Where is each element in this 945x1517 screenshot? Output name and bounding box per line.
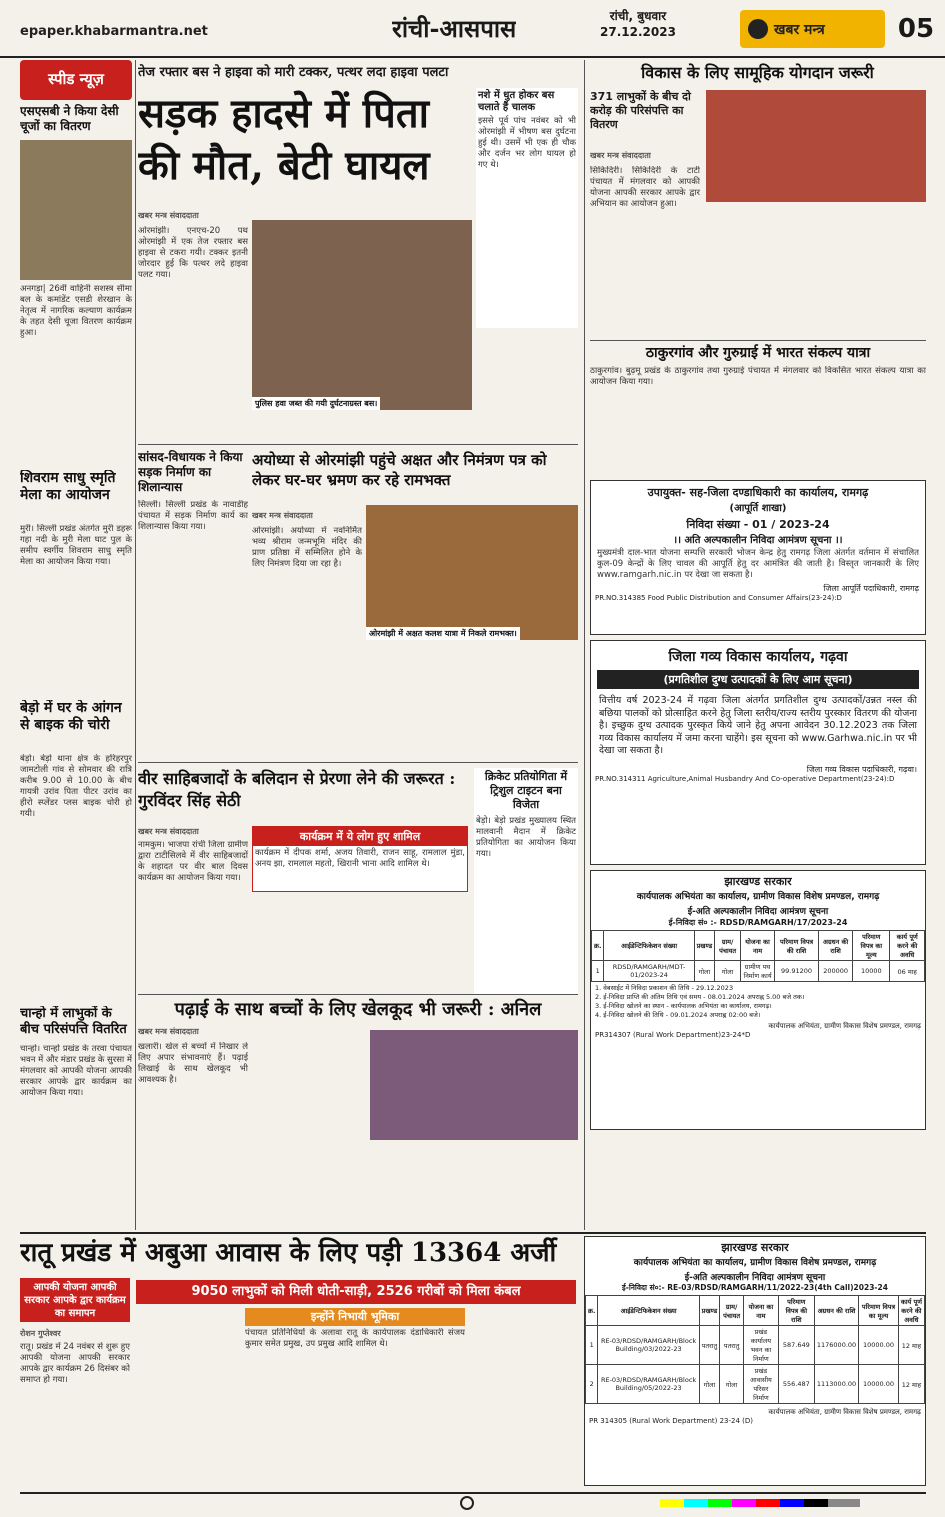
headline: सांसद-विधायक ने किया सड़क निर्माण का शिलान्यास bbox=[138, 450, 243, 494]
color-bar bbox=[660, 1499, 860, 1507]
news-text: ओरमांझी। अयोध्या में नवनिर्मित भव्य श्रीराम जन्मभूमि मंदिर की प्राण प्रतिष्ठा में सम्मिलित होने के लिए निमंत्रण दिया जा रहा है। bbox=[252, 526, 362, 569]
news-text: अनगड़ा| 26वीं वाहिनी सशस्त्र सीमा बल के कमांडेंट एसडी शेरखान के नेतृत्व में नागरिक कल्याण कार्यक्रम के तहत देसी चूजा वितरण कार्यक्रम हुआ। bbox=[20, 284, 132, 338]
table-cell: 1113000.00 bbox=[814, 1365, 858, 1404]
headline: बेड़ो में घर के आंगन से बाइक की चोरी bbox=[20, 700, 122, 733]
news-text: नामकुम। भाजपा रांची जिला ग्रामीण द्वारा टाटीसिलवे में वीर साहिबजादों के शहादत पर वीर बाल दिवस कार्यक्रम का आयोजन किया गया। bbox=[138, 840, 248, 883]
table-cell: 200000 bbox=[819, 961, 853, 982]
ratu-box-text: पंचायत प्रतिनिधियों के अलावा रातू के कार्यपालक दंडाधिकारी संजय कुमार समेत प्रमुख, उप प्रमुख आदि शामिल थे। bbox=[245, 1328, 465, 1349]
table-cell: गोला bbox=[715, 961, 741, 982]
registration-marks bbox=[20, 1496, 926, 1512]
rural-tender-ad-2: झारखण्ड सरकार कार्यपालक अभियंता का कार्यालय, ग्रामीण विकास विशेष प्रमण्डल, रामगढ़ ई-अति अल्पकालीन निविदा आमंत्रण सूचना ई-निविदा सं०:- RE-03/RDSD/RAMGARH/11/2022-23(4th Call)2023-24 क्र. आईडेन्टिफिकेशन संख्या प्रखण्ड ग्राम/पंचायत योजना का नाम परिमाण विपत्र की राशि अग्रधन की राशि परिमाण विपत्र का मूल्य कार्य पूर्ण करने की अवधि 1 RE-03/RDSD/RAMGARH/Block Building/03/2022-23 पतरातु पतरातु प्रखंड कार्यालय भवन का निर्माण 587.649 1176000.00 10000.00 12 माह 2 RE-03/RDSD/RAMGARH/Block Building/05/2022-23 गोला गोला प्रखंड आवासीय परिसर निर्माण 556.487 1113000.00 10000.00 12 माह कार्यपालक अभियंता, ग्रामीण विकास विशेष प्रमण्डल, रामगढ़ PR 314305 (Rural Work Department) 23-24 (D) bbox=[584, 1236, 926, 1486]
table-cell: पतरातु bbox=[699, 1326, 720, 1365]
news-text: रातू। प्रखंड में 24 नवंबर से शुरू हुए आपकी योजना आपकी सरकार आपके द्वार कार्यक्रम 26 दिसंबर को समाप्त हो गया। bbox=[20, 1342, 130, 1385]
table-header: आईडेन्टिफिकेशन संख्या bbox=[598, 1296, 699, 1326]
tender-note: 3. ई-निविदा खोलने का स्थान - कार्यपालक अभियंता का कार्यालय, रामगढ़। bbox=[595, 1002, 772, 1010]
table-header: प्रखण्ड bbox=[694, 931, 715, 961]
table-cell: 06 माह bbox=[890, 961, 925, 982]
bus-accident-photo: पुलिस हवा जब्त की गयी दुर्घटनाग्रस्त बस। bbox=[252, 220, 472, 410]
table-cell: ग्रामीण पथ निर्माण कार्य bbox=[741, 961, 775, 982]
news-text: चान्हो। चान्हो प्रखंड के तरवा पंचायत भवन में और मंडार प्रखंड के सुरसा में मंगलवार को आपकी योजना आपकी सरकार आपके द्वार कार्यक्रम का आयोजन किया गया। bbox=[20, 1044, 132, 1098]
headline: एसएसबी ने किया देसी चूजों का वितरण bbox=[20, 104, 119, 133]
table-header: कार्य पूर्ण करने की अवधि bbox=[898, 1296, 924, 1326]
news-text: मुरी। सिल्ली प्रखंड अंतर्गत मुरी डहरू गहा नदी के मुरी मेला घाट पुल के समीप स्वर्गीय शिवराम साधु स्मृति मेला का आयोजन किया गया। bbox=[20, 524, 132, 567]
table-cell: 1 bbox=[592, 961, 604, 982]
veer-headline: वीर साहिबजादों के बलिदान से प्रेरणा लेने की जरूरत : गुरविंदर सिंह सेठी bbox=[138, 769, 456, 810]
masthead bbox=[0, 0, 945, 58]
dairy-notice-ad: जिला गव्य विकास कार्यालय, गढ़वा (प्रगतिशील दुग्ध उत्पादकों के लिए आम सूचना) वित्तीय वर्ष 2023-24 में गढ़वा जिला अंतर्गत प्रगतिशील दुग्ध उत्पादकों/उन्नत नस्ल की बछिया पालकों को प्रोत्साहित करने हेतु जिला स्तरीय/राज्य स्तरीय पुरस्कार वितरण की योजना है। इच्छुक दुग्ध उत्पादक पुरस्कृत किये जाने हेतु अपना आवेदन 30.12.2023 तक जिला गव्य विकास कार्यालय में जमा करना चाहेंगे। इस सूचना को www.Garhwa.nic.in पर भी देखा जा सकता है। जिला गव्य विकास पदाधिकारी, गढ़वा। PR.NO.314311 Agriculture,Animal Husbandry And Co-operative Department(23-24):D bbox=[590, 640, 926, 865]
table-header: परिमाण विपत्र का मूल्य bbox=[859, 1296, 899, 1326]
news-text: सिल्ली। सिल्ली प्रखंड के नावाडीह पंचायत में सड़क निर्माण कार्य का शिलान्यास किया गया। bbox=[138, 500, 248, 532]
tender-note: 1. वेबसाईट में निविदा प्रकाशन की तिथि - 29.12.2023 bbox=[595, 984, 734, 992]
ratu-box-title: इन्होंने निभायी भूमिका bbox=[245, 1308, 465, 1326]
news-text: ठाकुरगांव। बुढ़मू प्रखंड के ठाकुरगांव तथा गुरुग्राई पंचायत में मंगलवार को विकसित भारत संकल्प यात्रा का आयोजन किया गया। bbox=[590, 366, 926, 387]
site-url[interactable]: epaper.khabarmantra.net bbox=[20, 24, 208, 39]
table-row bbox=[586, 1365, 925, 1404]
byline: खबर मन्त्र संवाददाता bbox=[138, 211, 199, 220]
table-cell: गोला bbox=[694, 961, 715, 982]
table-header: योजना का नाम bbox=[741, 931, 775, 961]
table-cell: 10000.00 bbox=[859, 1365, 899, 1404]
news-text: खलारी। खेल से बच्चों में निखार ले लिए अपार संभावनाएं हैं। पढ़ाई लिखाई के साथ खेलकूद भी आवश्यक है। bbox=[138, 1042, 248, 1085]
speed-news-column bbox=[20, 60, 132, 1230]
table-cell: 12 माह bbox=[898, 1365, 924, 1404]
table-header: प्रखण्ड bbox=[699, 1296, 720, 1326]
table-cell: प्रखंड कार्यालय भवन का निर्माण bbox=[743, 1326, 778, 1365]
brand-logo: खबर मन्त्र bbox=[740, 10, 885, 48]
table-cell: 587.649 bbox=[778, 1326, 814, 1365]
table-cell: RE-03/RDSD/RAMGARH/Block Building/03/2022-23 bbox=[598, 1326, 699, 1365]
table-header: आईडेन्टिफिकेशन संख्या bbox=[604, 931, 694, 961]
thakurgaon-headline: ठाकुरगांव और गुरुग्राई में भारत संकल्प यात्रा bbox=[645, 345, 871, 361]
supply-tender-ad: उपायुक्त- सह-जिला दण्डाधिकारी का कार्यालय, रामगढ़ (आपूर्ति शाखा) निविदा संख्या - 01 / 2023-24 ।। अति अल्पकालीन निविदा आमंत्रण सूचना ।। मुख्यमंत्री दाल-भात योजना सम्पत्ति सरकारी भोजन केन्द्र हेतु रामगढ़ जिला अंतर्गत वर्तमान में संचालित कुल-09 केन्द्रों के लिए चावल की आपूर्ति हेतु दर आमंत्रित की जाती है। विस्तृत जानकारी के लिए www.ramgarh.nic.in पर देखा जा सकता है। जिला आपूर्ति पदाधिकारी, रामगढ़ PR.NO.314385 Food Public Distribution and Consumer Affairs(23-24):D bbox=[590, 480, 926, 635]
lead-kicker: तेज रफ्तार बस ने हाइवा को मारी टक्कर, पत्थर लदा हाइवा पलटा bbox=[138, 65, 449, 80]
table-cell: RE-03/RDSD/RAMGARH/Block Building/05/2022-23 bbox=[598, 1365, 699, 1404]
byline: खबर मन्त्र संवाददाता bbox=[138, 1027, 199, 1036]
table-header: योजना का नाम bbox=[743, 1296, 778, 1326]
headline: शिवराम साधु स्मृति मेला का आयोजन bbox=[20, 470, 116, 503]
table-cell: 1 bbox=[586, 1326, 598, 1365]
tender-table bbox=[585, 1295, 925, 1404]
section-title: रांची-आसपास bbox=[392, 14, 517, 43]
crosshair-icon bbox=[460, 1496, 474, 1510]
table-header: अग्रधन की राशि bbox=[814, 1296, 858, 1326]
lead-body: ओरमांझी। एनएच-20 पथ ओरमांझी में एक तेज रफ्तार बस हाइवा से टकरा गयी। टक्कर इतनी जोरदार हुई कि पत्थर लदे हाइवा पलट गया। bbox=[138, 226, 248, 280]
veer-box: कार्यक्रम में ये लोग हुए शामिल कार्यक्रम में दीपक शर्मा, अजय तिवारी, राजन साहू, रामलाल मुंडा, अनय झा, रामलाल महतो, खिरानी भाना आदि शामिल थे। bbox=[252, 826, 468, 892]
lead-sidebar: नशे में धुत होकर बस चलाते हैं चालक इससे पूर्व पांच नवंबर को भी ओरमांझी में भीषण बस दुर्घटना हुई थी। उसमें भी एक ही चौक और दर्जन भर लोग घायल हो गए थे। bbox=[476, 88, 578, 328]
speed-news-logo: स्पीड न्यूज़ bbox=[20, 60, 132, 100]
brand-icon bbox=[748, 19, 768, 39]
table-header: क्र. bbox=[586, 1296, 598, 1326]
table-cell: RDSD/RAMGARH/MDT-01/2023-24 bbox=[604, 961, 694, 982]
tender-note: 4. ई-निविदा खोलने की तिथि - 09.01.2024 अपराह्न 02:00 बजे। bbox=[595, 1011, 761, 1019]
table-cell: 1176000.00 bbox=[814, 1326, 858, 1365]
table-header: ग्राम/पंचायत bbox=[715, 931, 741, 961]
tender-table bbox=[591, 930, 925, 982]
news-text: सिकिदिरी। सिकिदिरी के टाटी पंचायत में मंगलवार को आपकी योजना आपकी सरकार आपके द्वार अभियान का आयोजन हुआ। bbox=[590, 166, 700, 209]
table-cell: 12 माह bbox=[898, 1326, 924, 1365]
ratu-redbox: आपकी योजना आपकी सरकार आपके द्वार कार्यक्रम का समापन bbox=[20, 1278, 130, 1322]
table-header: परिमाण विपत्र की राशि bbox=[775, 931, 819, 961]
table-cell: गोला bbox=[699, 1365, 720, 1404]
sports-photo bbox=[370, 1030, 578, 1140]
news-photo bbox=[20, 140, 132, 280]
table-cell: 2 bbox=[586, 1365, 598, 1404]
table-cell: पतरातु bbox=[720, 1326, 744, 1365]
ratu-headline: रातू प्रखंड में अबुआ आवास के लिए पड़ी 13364 अर्जी bbox=[20, 1238, 557, 1268]
table-header: कार्य पूर्ण करने की अवधि bbox=[890, 931, 925, 961]
table-header: परिमाण विपत्र का मूल्य bbox=[853, 931, 890, 961]
table-header: अग्रधन की राशि bbox=[819, 931, 853, 961]
table-cell: 99.91200 bbox=[775, 961, 819, 982]
khelkud-headline: पढ़ाई के साथ बच्चों के लिए खेलकूद भी जरूरी : अनिल bbox=[174, 999, 542, 1020]
table-cell: प्रखंड आवासीय परिसर निर्माण bbox=[743, 1365, 778, 1404]
byline: खबर मन्त्र संवाददाता bbox=[590, 151, 651, 160]
table-cell: 556.487 bbox=[778, 1365, 814, 1404]
table-header: ग्राम/पंचायत bbox=[720, 1296, 744, 1326]
ayodhya-headline: अयोध्या से ओरमांझी पहुंचे अक्षत और निमंत्रण पत्र को लेकर घर-घर भ्रमण कर रहे रामभक्त bbox=[252, 451, 547, 489]
samudayik-subhead: 371 लाभुकों के बीच दो करोड़ की परिसंपत्ति का वितरण bbox=[590, 90, 691, 131]
rural-tender-ad-1: झारखण्ड सरकार कार्यपालक अभियंता का कार्यालय, ग्रामीण विकास विशेष प्रमण्डल, रामगढ़ ई-अति अल्पकालीन निविदा आमंत्रण सूचना ई-निविदा सं० :- RDSD/RAMGARH/17/2023-24 क्र. आईडेन्टिफिकेशन संख्या प्रखण्ड ग्राम/पंचायत योजना का नाम परिमाण विपत्र की राशि अग्रधन की राशि परिमाण विपत्र का मूल्य कार्य पूर्ण करने की अवधि 1 RDSD/RAMGARH/MDT-01/2023-24 गोला गोला ग्रामीण पथ निर्माण कार्य 99.91200 200000 10000 06 माह 1. वेबसाईट में निविदा प्रकाशन की तिथि - 29.12.2023 2. ई-निविदा प्राप्ति की अंतिम तिथि एवं समय - 08.01.2024 अपराह्न 5.00 बजे तक। 3. ई-निविदा खोलने का स्थान - कार्यपालक अभियंता का कार्यालय, रामगढ़। 4. ई-निविदा खोलने की तिथि - 09.01.2024 अपराह्न 02:00 बजे। कार्यपालक अभियंता, ग्रामीण विकास विशेष प्रमण्डल, रामगढ़ PR314307 (Rural Work Department)23-24*D bbox=[590, 870, 926, 1130]
byline: रोशन गुप्तेश्वर bbox=[20, 1329, 61, 1338]
byline: खबर मन्त्र संवाददाता bbox=[252, 511, 313, 520]
tender-note: 2. ई-निविदा प्राप्ति की अंतिम तिथि एवं समय - 08.01.2024 अपराह्न 5.00 बजे तक। bbox=[595, 993, 805, 1001]
table-cell: 10000 bbox=[853, 961, 890, 982]
page-number: 05 bbox=[897, 14, 935, 44]
table-row bbox=[586, 1326, 925, 1365]
lead-headline: सड़क हादसे में पिता की मौत, बेटी घायल bbox=[138, 90, 430, 189]
samudayik-headline: विकास के लिए सामूहिक योगदान जरूरी bbox=[641, 63, 874, 82]
table-header: क्र. bbox=[592, 931, 604, 961]
cricket-story: क्रिकेट प्रतियोगिता में ट्रिशुल टाइटन बना विजेता बेड़ो। बेड़ो प्रखंड मुख्यालय स्थित मालवानी मैदान में क्रिकेट प्रतियोगिता का आयोजन किया गया। bbox=[474, 768, 578, 994]
table-row bbox=[592, 961, 925, 982]
table-cell: 10000.00 bbox=[859, 1326, 899, 1365]
dateline: रांची, बुधवार 27.12.2023 bbox=[600, 9, 676, 39]
procession-photo: ओरमांझी में अक्षत कलश यात्रा में निकले रामभक्त। bbox=[366, 505, 578, 640]
news-text: बेड़ो। बेड़ो थाना क्षेत्र के हरिहरपुर जामटोली गांव से सोमवार की रात्रि करीब 9.00 से 10.00 के बीच गायत्री उरांव पिता पीटर उरांव का हीरो स्प्लेंडर प्लस बाइक चोरी हो गयी। bbox=[20, 754, 132, 819]
ratu-subheadline: 9050 लाभुकों को मिली धोती-साड़ी, 2526 गरीबों को मिला कंबल bbox=[136, 1280, 576, 1304]
table-header: परिमाण विपत्र की राशि bbox=[778, 1296, 814, 1326]
event-photo bbox=[706, 90, 926, 202]
byline: खबर मन्त्र संवाददाता bbox=[138, 827, 199, 836]
headline: चान्हो में लाभुकों के बीच परिसंपत्ति वितरित bbox=[20, 1006, 127, 1037]
table-cell: गोला bbox=[720, 1365, 744, 1404]
